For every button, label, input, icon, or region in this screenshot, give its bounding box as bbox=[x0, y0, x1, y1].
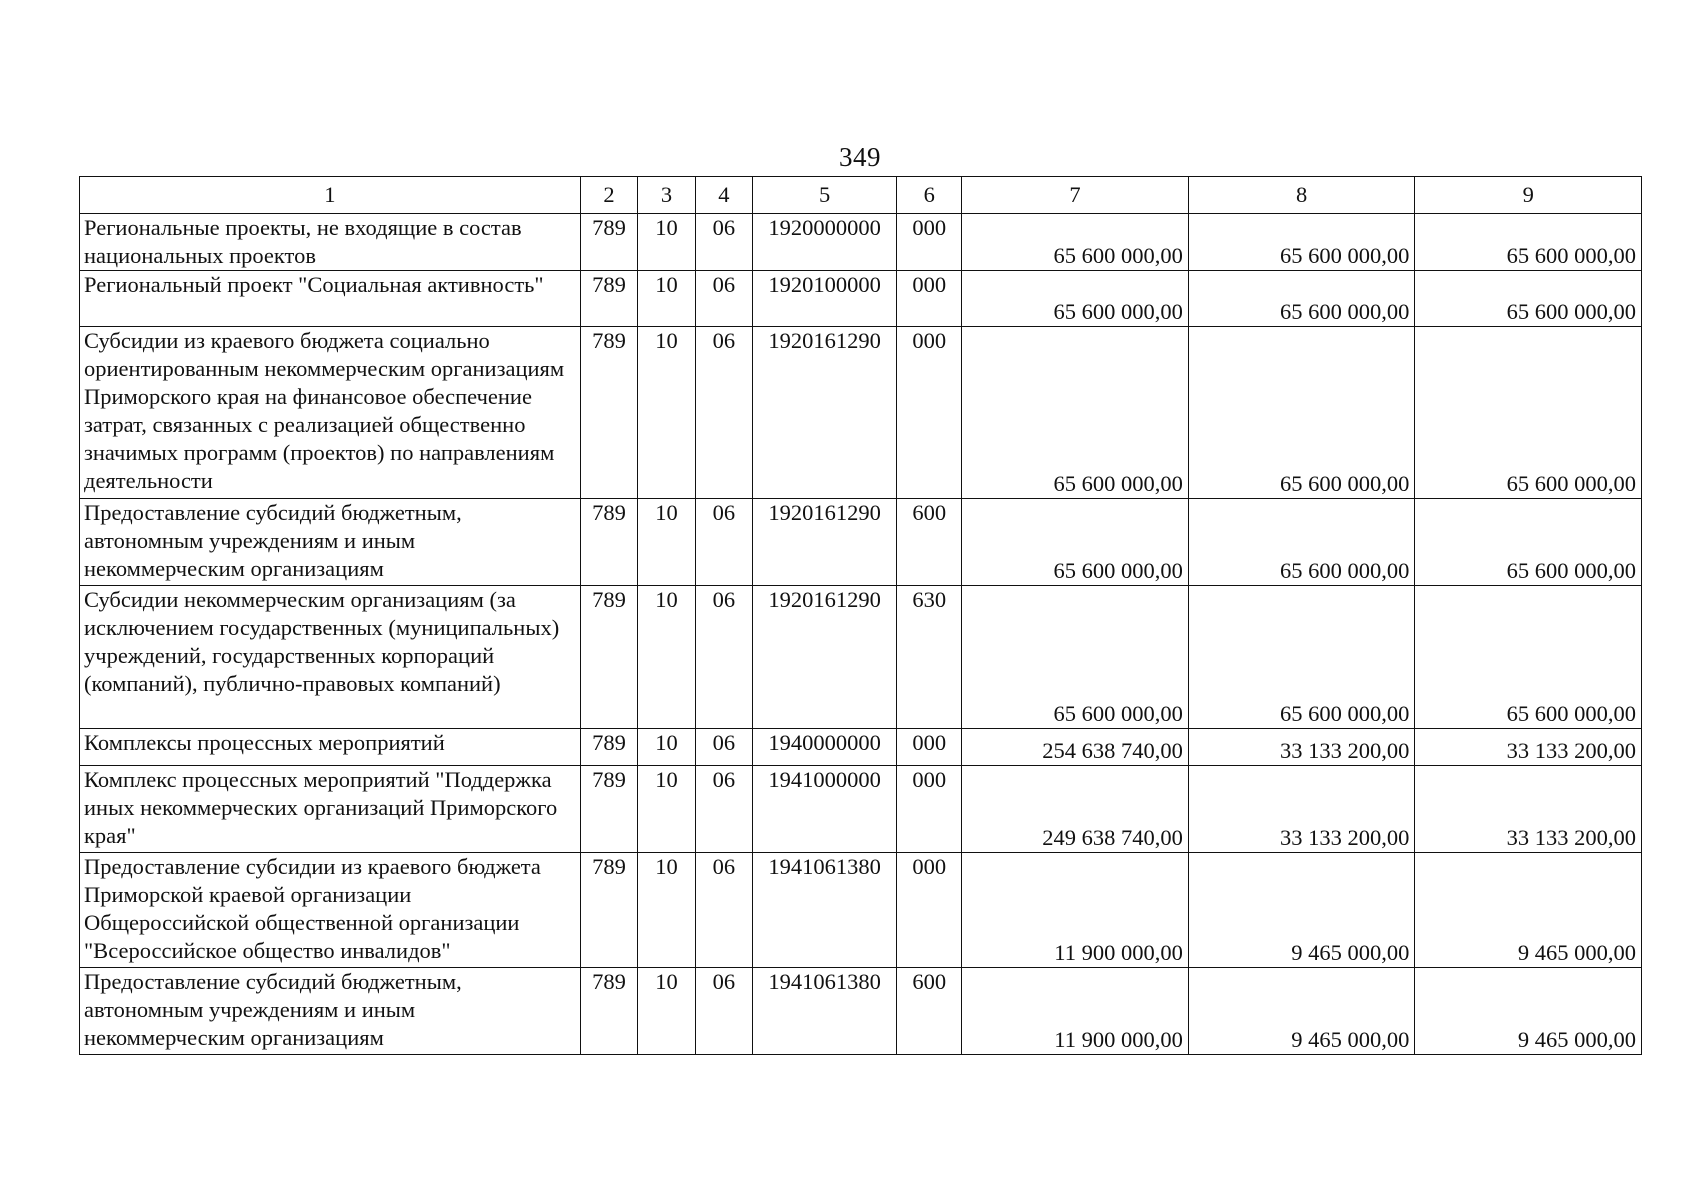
cell-subsection-code: 06 bbox=[695, 499, 752, 586]
cell-target-code: 1920161290 bbox=[753, 586, 897, 729]
cell-expense-type: 000 bbox=[897, 766, 962, 853]
cell-expense-type: 000 bbox=[897, 729, 962, 766]
cell-amount-7: 254 638 740,00 bbox=[962, 729, 1189, 766]
cell-section-code: 10 bbox=[638, 766, 695, 853]
cell-target-code: 1941061380 bbox=[753, 968, 897, 1055]
cell-amount-7: 11 900 000,00 bbox=[962, 968, 1189, 1055]
cell-ministry-code: 789 bbox=[580, 327, 637, 499]
column-header: 4 bbox=[695, 177, 752, 214]
cell-target-code: 1940000000 bbox=[753, 729, 897, 766]
cell-ministry-code: 789 bbox=[580, 214, 637, 271]
table-row bbox=[80, 271, 1642, 327]
cell-expense-type: 600 bbox=[897, 968, 962, 1055]
cell-amount-7: 249 638 740,00 bbox=[962, 766, 1189, 853]
column-header: 5 bbox=[753, 177, 897, 214]
cell-ministry-code: 789 bbox=[580, 729, 637, 766]
cell-amount-7: 65 600 000,00 bbox=[962, 271, 1189, 327]
cell-subsection-code: 06 bbox=[695, 766, 752, 853]
row-name: Региональные проекты, не входящие в состав национальных проектов bbox=[80, 214, 581, 271]
cell-ministry-code: 789 bbox=[580, 766, 637, 853]
cell-amount-9: 65 600 000,00 bbox=[1415, 327, 1642, 499]
cell-amount-8: 33 133 200,00 bbox=[1188, 729, 1415, 766]
cell-amount-7: 65 600 000,00 bbox=[962, 499, 1189, 586]
row-name: Предоставление субсидии из краевого бюджета Приморской краевой организации Общероссийской общественной организации "Всероссийское общество инвалидов" bbox=[80, 853, 581, 968]
column-header: 6 bbox=[897, 177, 962, 214]
cell-section-code: 10 bbox=[638, 729, 695, 766]
cell-amount-8: 65 600 000,00 bbox=[1188, 586, 1415, 729]
cell-section-code: 10 bbox=[638, 271, 695, 327]
cell-target-code: 1920100000 bbox=[753, 271, 897, 327]
table-row bbox=[80, 327, 1642, 499]
cell-expense-type: 600 bbox=[897, 499, 962, 586]
cell-expense-type: 000 bbox=[897, 853, 962, 968]
column-header: 3 bbox=[638, 177, 695, 214]
row-name: Субсидии из краевого бюджета социально ориентированным некоммерческим организациям Приморского края на финансовое обеспечение затрат, связанных с реализацией общественно значимых программ (проектов) по направлениям деятельности bbox=[80, 327, 581, 499]
row-name: Комплексы процессных мероприятий bbox=[80, 729, 581, 766]
cell-amount-9: 65 600 000,00 bbox=[1415, 499, 1642, 586]
cell-amount-9: 9 465 000,00 bbox=[1415, 853, 1642, 968]
cell-section-code: 10 bbox=[638, 586, 695, 729]
cell-section-code: 10 bbox=[638, 853, 695, 968]
cell-target-code: 1941000000 bbox=[753, 766, 897, 853]
cell-amount-9: 65 600 000,00 bbox=[1415, 214, 1642, 271]
header-row bbox=[80, 177, 1642, 214]
cell-subsection-code: 06 bbox=[695, 271, 752, 327]
cell-amount-8: 65 600 000,00 bbox=[1188, 327, 1415, 499]
row-name: Региональный проект "Социальная активность" bbox=[80, 271, 581, 327]
column-header: 7 bbox=[962, 177, 1189, 214]
cell-ministry-code: 789 bbox=[580, 271, 637, 327]
row-name: Субсидии некоммерческим организациям (за исключением государственных (муниципальных) учреждений, государственных корпораций (компаний), публично-правовых компаний) bbox=[80, 586, 581, 729]
table-row bbox=[80, 586, 1642, 729]
cell-ministry-code: 789 bbox=[580, 586, 637, 729]
cell-subsection-code: 06 bbox=[695, 968, 752, 1055]
cell-section-code: 10 bbox=[638, 214, 695, 271]
cell-amount-8: 9 465 000,00 bbox=[1188, 968, 1415, 1055]
cell-amount-9: 33 133 200,00 bbox=[1415, 729, 1642, 766]
cell-section-code: 10 bbox=[638, 499, 695, 586]
cell-target-code: 1920161290 bbox=[753, 327, 897, 499]
cell-amount-9: 65 600 000,00 bbox=[1415, 271, 1642, 327]
budget-table bbox=[79, 176, 1642, 1055]
cell-amount-8: 9 465 000,00 bbox=[1188, 853, 1415, 968]
column-header: 2 bbox=[580, 177, 637, 214]
row-name: Предоставление субсидий бюджетным, автономным учреждениям и иным некоммерческим организациям bbox=[80, 499, 581, 586]
cell-subsection-code: 06 bbox=[695, 729, 752, 766]
cell-amount-8: 65 600 000,00 bbox=[1188, 214, 1415, 271]
cell-section-code: 10 bbox=[638, 968, 695, 1055]
table-row bbox=[80, 853, 1642, 968]
table-row bbox=[80, 214, 1642, 271]
cell-subsection-code: 06 bbox=[695, 586, 752, 729]
cell-expense-type: 000 bbox=[897, 327, 962, 499]
cell-amount-7: 65 600 000,00 bbox=[962, 327, 1189, 499]
cell-amount-7: 11 900 000,00 bbox=[962, 853, 1189, 968]
cell-expense-type: 000 bbox=[897, 214, 962, 271]
cell-target-code: 1920161290 bbox=[753, 499, 897, 586]
cell-amount-9: 33 133 200,00 bbox=[1415, 766, 1642, 853]
cell-ministry-code: 789 bbox=[580, 853, 637, 968]
page-number: 349 bbox=[839, 142, 881, 172]
cell-section-code: 10 bbox=[638, 327, 695, 499]
column-header: 9 bbox=[1415, 177, 1642, 214]
cell-amount-7: 65 600 000,00 bbox=[962, 586, 1189, 729]
cell-amount-9: 65 600 000,00 bbox=[1415, 586, 1642, 729]
table-row bbox=[80, 729, 1642, 766]
cell-amount-7: 65 600 000,00 bbox=[962, 214, 1189, 271]
row-name: Предоставление субсидий бюджетным, автономным учреждениям и иным некоммерческим организациям bbox=[80, 968, 581, 1055]
cell-amount-8: 65 600 000,00 bbox=[1188, 499, 1415, 586]
table-row bbox=[80, 968, 1642, 1055]
cell-expense-type: 000 bbox=[897, 271, 962, 327]
row-name: Комплекс процессных мероприятий "Поддержка иных некоммерческих организаций Приморского края" bbox=[80, 766, 581, 853]
column-header: 1 bbox=[80, 177, 581, 214]
cell-amount-8: 33 133 200,00 bbox=[1188, 766, 1415, 853]
cell-subsection-code: 06 bbox=[695, 853, 752, 968]
cell-amount-9: 9 465 000,00 bbox=[1415, 968, 1642, 1055]
cell-amount-8: 65 600 000,00 bbox=[1188, 271, 1415, 327]
cell-target-code: 1920000000 bbox=[753, 214, 897, 271]
cell-subsection-code: 06 bbox=[695, 214, 752, 271]
cell-subsection-code: 06 bbox=[695, 327, 752, 499]
cell-ministry-code: 789 bbox=[580, 499, 637, 586]
column-header: 8 bbox=[1188, 177, 1415, 214]
cell-target-code: 1941061380 bbox=[753, 853, 897, 968]
table-row bbox=[80, 766, 1642, 853]
table-body bbox=[80, 177, 1642, 1055]
cell-expense-type: 630 bbox=[897, 586, 962, 729]
table-row bbox=[80, 499, 1642, 586]
cell-ministry-code: 789 bbox=[580, 968, 637, 1055]
